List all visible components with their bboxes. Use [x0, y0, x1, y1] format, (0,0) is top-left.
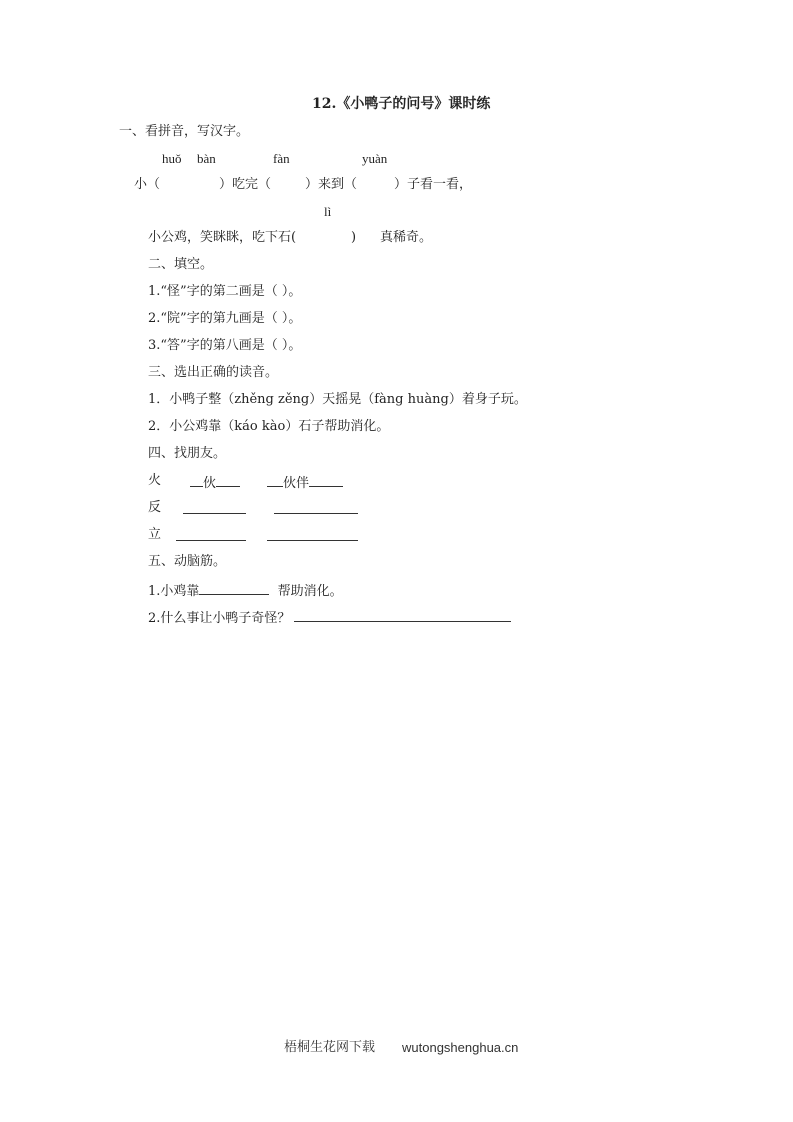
brain-question-2: 2.什么事让小鸭子奇怪？ — [148, 608, 511, 627]
answer-blank-1[interactable] — [199, 581, 269, 595]
friend-char-li: 立 — [148, 527, 162, 542]
fill-item-2: 2.“院”字的第九画是（ ）。 — [148, 311, 302, 326]
pinyin-li: lì — [324, 204, 332, 219]
page-title: 12.《小鸭子的问号》课时练 — [312, 96, 491, 112]
fill-item-1: 1.“怪”字的第二画是（ ）。 — [148, 284, 302, 299]
line2-part2: ) — [351, 230, 357, 245]
friend-word1-row1: 伙 — [190, 473, 240, 492]
line1-part1: 小（ — [134, 177, 161, 192]
footer-url[interactable]: wutongshenghua.cn — [402, 1040, 519, 1055]
pinyin-ban: bàn — [197, 151, 216, 166]
line1-part2: ）吃完（ — [219, 177, 272, 192]
line1-part4: ）子看一看， — [394, 177, 473, 192]
pronunciation-item-1: 1．小鸭子整（zhěng zěng）天摇晃（fàng huàng）着身子玩。 — [148, 392, 527, 407]
section3-heading: 三、选出正确的读音。 — [148, 365, 279, 380]
section2-heading: 二、填空。 — [148, 257, 214, 272]
friend-word1-row2[interactable] — [183, 500, 246, 519]
friend-word1-row3[interactable] — [176, 527, 246, 546]
line2-part3: 真稀奇。 — [380, 230, 433, 245]
friend-word2-row3[interactable] — [267, 527, 358, 546]
pinyin-huo: huǒ — [162, 151, 182, 166]
section4-heading: 四、找朋友。 — [148, 446, 227, 461]
friend-char-huo: 火 — [148, 473, 162, 488]
friend-char-fan: 反 — [148, 500, 162, 515]
line2-part1: 小公鸡，笑眯眯，吃下石( — [148, 230, 297, 245]
footer-site-name: 梧桐生花网下载 — [284, 1040, 376, 1055]
friend-word2-row2[interactable] — [274, 500, 358, 519]
line1-part3: ）来到（ — [305, 177, 358, 192]
pinyin-yuan: yuàn — [362, 151, 388, 166]
section1-heading: 一、看拼音，写汉字。 — [119, 124, 250, 139]
brain-question-1: 1.小鸡靠 帮助消化。 — [148, 581, 343, 600]
pronunciation-item-2: 2．小公鸡靠（káo kào）石子帮助消化。 — [148, 419, 390, 434]
friend-word2-row1: 伙伴 — [267, 473, 343, 492]
fill-item-3: 3.“答”字的第八画是（ ）。 — [148, 338, 302, 353]
section5-heading: 五、动脑筋。 — [148, 554, 227, 569]
pinyin-fan: fàn — [273, 151, 290, 166]
answer-blank-2[interactable] — [294, 608, 511, 622]
